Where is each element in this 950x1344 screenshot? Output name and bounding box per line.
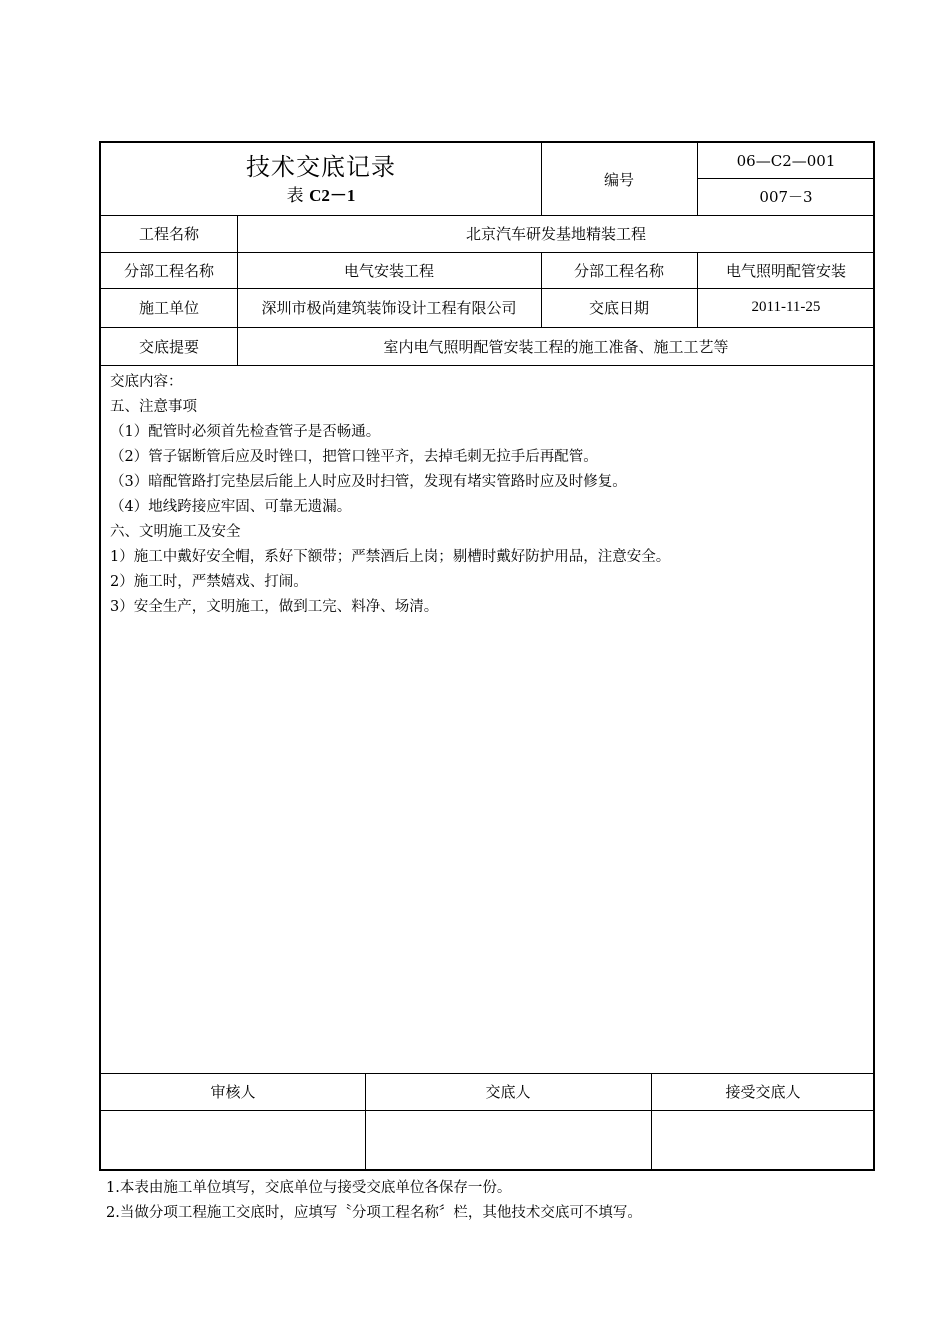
content-line: 五、注意事项 [110,399,197,415]
disclosure-form-table [99,141,875,1171]
reviewer-signature-field[interactable] [101,1110,365,1171]
date-value: 2011-11-25 [751,299,821,315]
number-label: 编号 [603,170,634,189]
table-rule [101,215,875,216]
content-line: （1）配管时必须首先检查管子是否畅通。 [110,424,381,440]
discloser-label: 交底人 [485,1083,531,1101]
table-rule [101,252,875,253]
table-rule [101,1073,875,1074]
disclosure-content [110,370,860,620]
table-rule [237,215,238,365]
number-value-2: 007－3 [759,188,813,206]
table-rule [365,1073,366,1171]
number-value-1: 06—C2—001 [736,151,836,170]
content-line: （3）暗配管路打完垫层后能上人时应及时扫管，发现有堵实管路时应及时修复。 [110,474,627,490]
contractor-value: 深圳市极尚建筑装饰设计工程有限公司 [261,299,517,317]
form-title: 技术交底记录 [246,153,396,181]
table-rule [101,365,875,366]
content-line: 2）施工时，严禁嬉戏、打闹。 [110,574,308,590]
table-rule [101,288,875,289]
table-rule [651,1073,652,1171]
receiver-signature-field[interactable] [651,1110,875,1171]
contractor-label: 施工单位 [138,299,199,317]
form-code-prefix: 表 [286,186,304,206]
division-label: 分部工程名称 [123,261,214,280]
content-line: 六、文明施工及安全 [110,524,241,540]
table-rule [697,178,875,179]
content-line: 3）安全生产，文明施工，做到工完、料净、场清。 [110,599,439,615]
footnote: 2.当做分项工程施工交底时，应填写〝分项工程名称〞栏，其他技术交底可不填写。 [106,1205,642,1221]
content-line: （2）管子锯断管后应及时锉口，把管口锉平齐，去掉毛刺无拉手后再配管。 [110,449,598,465]
content-line: 交底内容： [110,374,183,390]
table-rule [541,252,542,327]
receiver-label: 接受交底人 [725,1083,801,1101]
reviewer-label: 审核人 [210,1083,256,1101]
project-name-value: 北京汽车研发基地精装工程 [465,225,646,243]
summary-label: 交底提要 [138,337,199,356]
content-line: 1）施工中戴好安全帽，系好下额带；严禁酒后上岗；剔槽时戴好防护用品，注意安全。 [110,549,671,565]
subitem-label: 分部工程名称 [573,261,664,280]
subitem-value: 电气照明配管安装 [725,261,846,280]
table-rule [697,143,698,215]
form-code-line [101,181,541,206]
table-rule [541,143,542,215]
table-rule [101,1110,875,1111]
table-rule [101,327,875,328]
project-name-label: 工程名称 [138,225,199,243]
summary-value: 室内电气照明配管安装工程的施工准备、施工工艺等 [383,337,729,356]
footnotes [106,1176,642,1226]
division-value: 电气安装工程 [343,261,434,280]
date-label: 交底日期 [588,299,649,317]
discloser-signature-field[interactable] [365,1110,651,1171]
footnote: 1.本表由施工单位填写，交底单位与接受交底单位各保存一份。 [106,1180,512,1196]
form-code: C2－1 [309,186,356,205]
content-line: （4）地线跨接应牢固、可靠无遗漏。 [110,499,352,515]
table-rule [697,252,698,327]
